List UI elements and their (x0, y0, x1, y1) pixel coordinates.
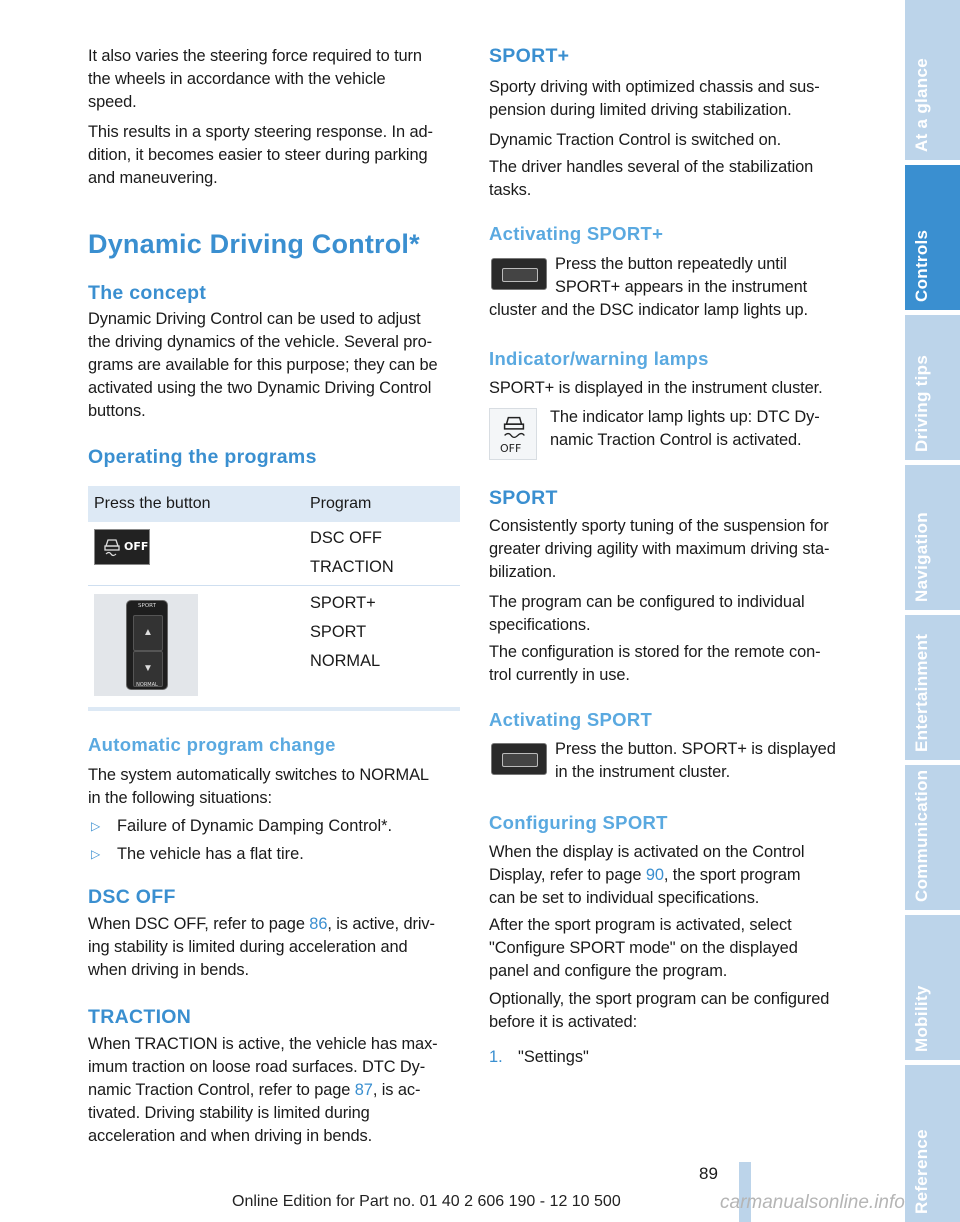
intro-paragraph-1: It also varies the steering force required to turn the wheels in accordance with the vehicle speed. (88, 47, 422, 111)
tab-entertainment[interactable] (905, 615, 960, 760)
triangle-down-icon: ▼ (133, 651, 163, 687)
table-cell-row1: DSC OFF TRACTION (310, 529, 394, 576)
dtc-off-label: OFF (500, 442, 522, 455)
sport-rocker-button-image (94, 594, 198, 696)
activating-sport-plus-heading: Activating SPORT+ (489, 223, 664, 244)
dsc-off-paragraph: When DSC OFF, refer to page 86, is active, driv- ing stability is limited during acceleration and when driving in bends. (88, 915, 435, 979)
table-bottom-rule (88, 707, 460, 711)
page-link-86[interactable]: 86 (309, 915, 328, 933)
traction-heading: TRACTION (88, 1006, 192, 1028)
tab-label: Reference (912, 1129, 931, 1214)
page-link-87[interactable]: 87 (354, 1081, 373, 1099)
configuring-paragraph-3: Optionally, the sport program can be configured before it is activated: (489, 990, 830, 1031)
tab-communication[interactable] (905, 765, 960, 910)
tab-mobility[interactable] (905, 915, 960, 1060)
table-col-program: Program (310, 495, 372, 512)
indicator-heading: Indicator/warning lamps (489, 348, 709, 369)
list-item-text: The vehicle has a flat tire. (117, 845, 304, 863)
table-cell-row2: SPORT+ SPORT NORMAL (310, 594, 381, 670)
indicator-paragraph-2: The indicator lamp lights up: DTC Dy- namic Traction Control is activated. (550, 408, 820, 449)
auto-change-paragraph: The system automatically switches to NORMAL in the following situations: (88, 766, 429, 807)
tab-label: Driving tips (912, 354, 931, 452)
table-divider (88, 585, 460, 586)
footer-edition: Online Edition for Part no. 01 40 2 606 190 - 12 10 500 (232, 1193, 621, 1210)
step-text: "Settings" (518, 1048, 589, 1066)
table-col-button: Press the button (94, 495, 211, 512)
tab-label: Controls (912, 229, 931, 302)
tab-label: At a glance (912, 58, 931, 152)
dsc-off-label: OFF (124, 540, 149, 553)
intro-paragraph-2: This results in a sporty steering response. In ad- dition, it becomes easier to steer during parking and maneuvering. (88, 123, 433, 187)
sport-paragraph-2: The program can be configured to individual specifications. (489, 593, 805, 634)
configuring-paragraph-1: When the display is activated on the Control Display, refer to page 90, the sport program can be set to individual specifications. (489, 843, 805, 907)
car-skid-icon (103, 536, 121, 558)
tab-label: Navigation (912, 512, 931, 602)
tab-label: Mobility (912, 985, 931, 1052)
operating-heading: Operating the programs (88, 446, 317, 468)
activating-sport-paragraph: Press the button. SPORT+ is displayed in the instrument cluster. (555, 740, 836, 781)
triangle-bullet-icon: ▷ (91, 819, 101, 833)
sport-plus-paragraph-3: The driver handles several of the stabilization tasks. (489, 158, 814, 199)
sport-plus-heading: SPORT+ (489, 45, 570, 67)
table-header (88, 486, 460, 522)
step-number: 1. (489, 1048, 503, 1066)
dsc-off-button-image (94, 529, 150, 565)
activating-sport-plus-paragraph: Press the button repeatedly until SPORT+ appears in the instrument cluster and the DSC indicator lamp lights up. (489, 255, 808, 319)
tab-navigation[interactable] (905, 465, 960, 610)
rocker-switch (126, 600, 168, 690)
sport-paragraph-1: Consistently sporty tuning of the suspension for greater driving agility with maximum driving sta- bilization. (489, 517, 830, 581)
concept-heading: The concept (88, 282, 207, 304)
chapter-sidebar (905, 0, 960, 1222)
tab-driving-tips[interactable] (905, 315, 960, 460)
configuring-sport-heading: Configuring SPORT (489, 812, 668, 833)
triangle-bullet-icon: ▷ (91, 847, 101, 861)
sport-plus-paragraph-2: Dynamic Traction Control is switched on. (489, 131, 782, 149)
activating-sport-heading: Activating SPORT (489, 709, 653, 730)
page-number: 89 (699, 1164, 718, 1183)
list-item-text: Failure of Dynamic Damping Control*. (117, 817, 393, 835)
auto-change-heading: Automatic program change (88, 734, 336, 755)
watermark: carmanualsonline.info (720, 1192, 905, 1213)
sport-plus-paragraph-1: Sporty driving with optimized chassis and sus- pension during limited driving stabilization. (489, 78, 820, 119)
indicator-paragraph-1: SPORT+ is displayed in the instrument cluster. (489, 379, 823, 397)
tab-reference[interactable] (905, 1065, 960, 1222)
tab-at-a-glance[interactable] (905, 0, 960, 160)
page-link-90[interactable]: 90 (645, 866, 664, 884)
dsc-off-heading: DSC OFF (88, 886, 176, 908)
concept-paragraph: Dynamic Driving Control can be used to adjust the driving dynamics of the vehicle. Several pro- grams are available for this purpose; they can be activated using the two Dynamic Driving Control buttons. (88, 310, 438, 420)
rocker-label-bottom: NORMAL (136, 682, 158, 688)
configuring-paragraph-2: After the sport program is activated, select "Configure SPORT mode" on the displayed panel and configure the program. (489, 916, 798, 980)
traction-paragraph: When TRACTION is active, the vehicle has max- imum traction on loose road surfaces. DTC Dy- namic Traction Control, refer to page 87, is ac- tivated. Driving stability is limited during acceleration and when driving in bends. (88, 1035, 438, 1145)
tab-controls[interactable] (905, 165, 960, 310)
sport-heading: SPORT (489, 487, 558, 509)
triangle-up-icon: ▲ (133, 615, 163, 651)
sport-paragraph-3: The configuration is stored for the remote con- trol currently in use. (489, 643, 821, 684)
tab-label: Communication (912, 769, 931, 902)
tab-label: Entertainment (912, 633, 931, 752)
section-title: Dynamic Driving Control* (88, 229, 420, 259)
rocker-label-top: SPORT (138, 603, 156, 609)
